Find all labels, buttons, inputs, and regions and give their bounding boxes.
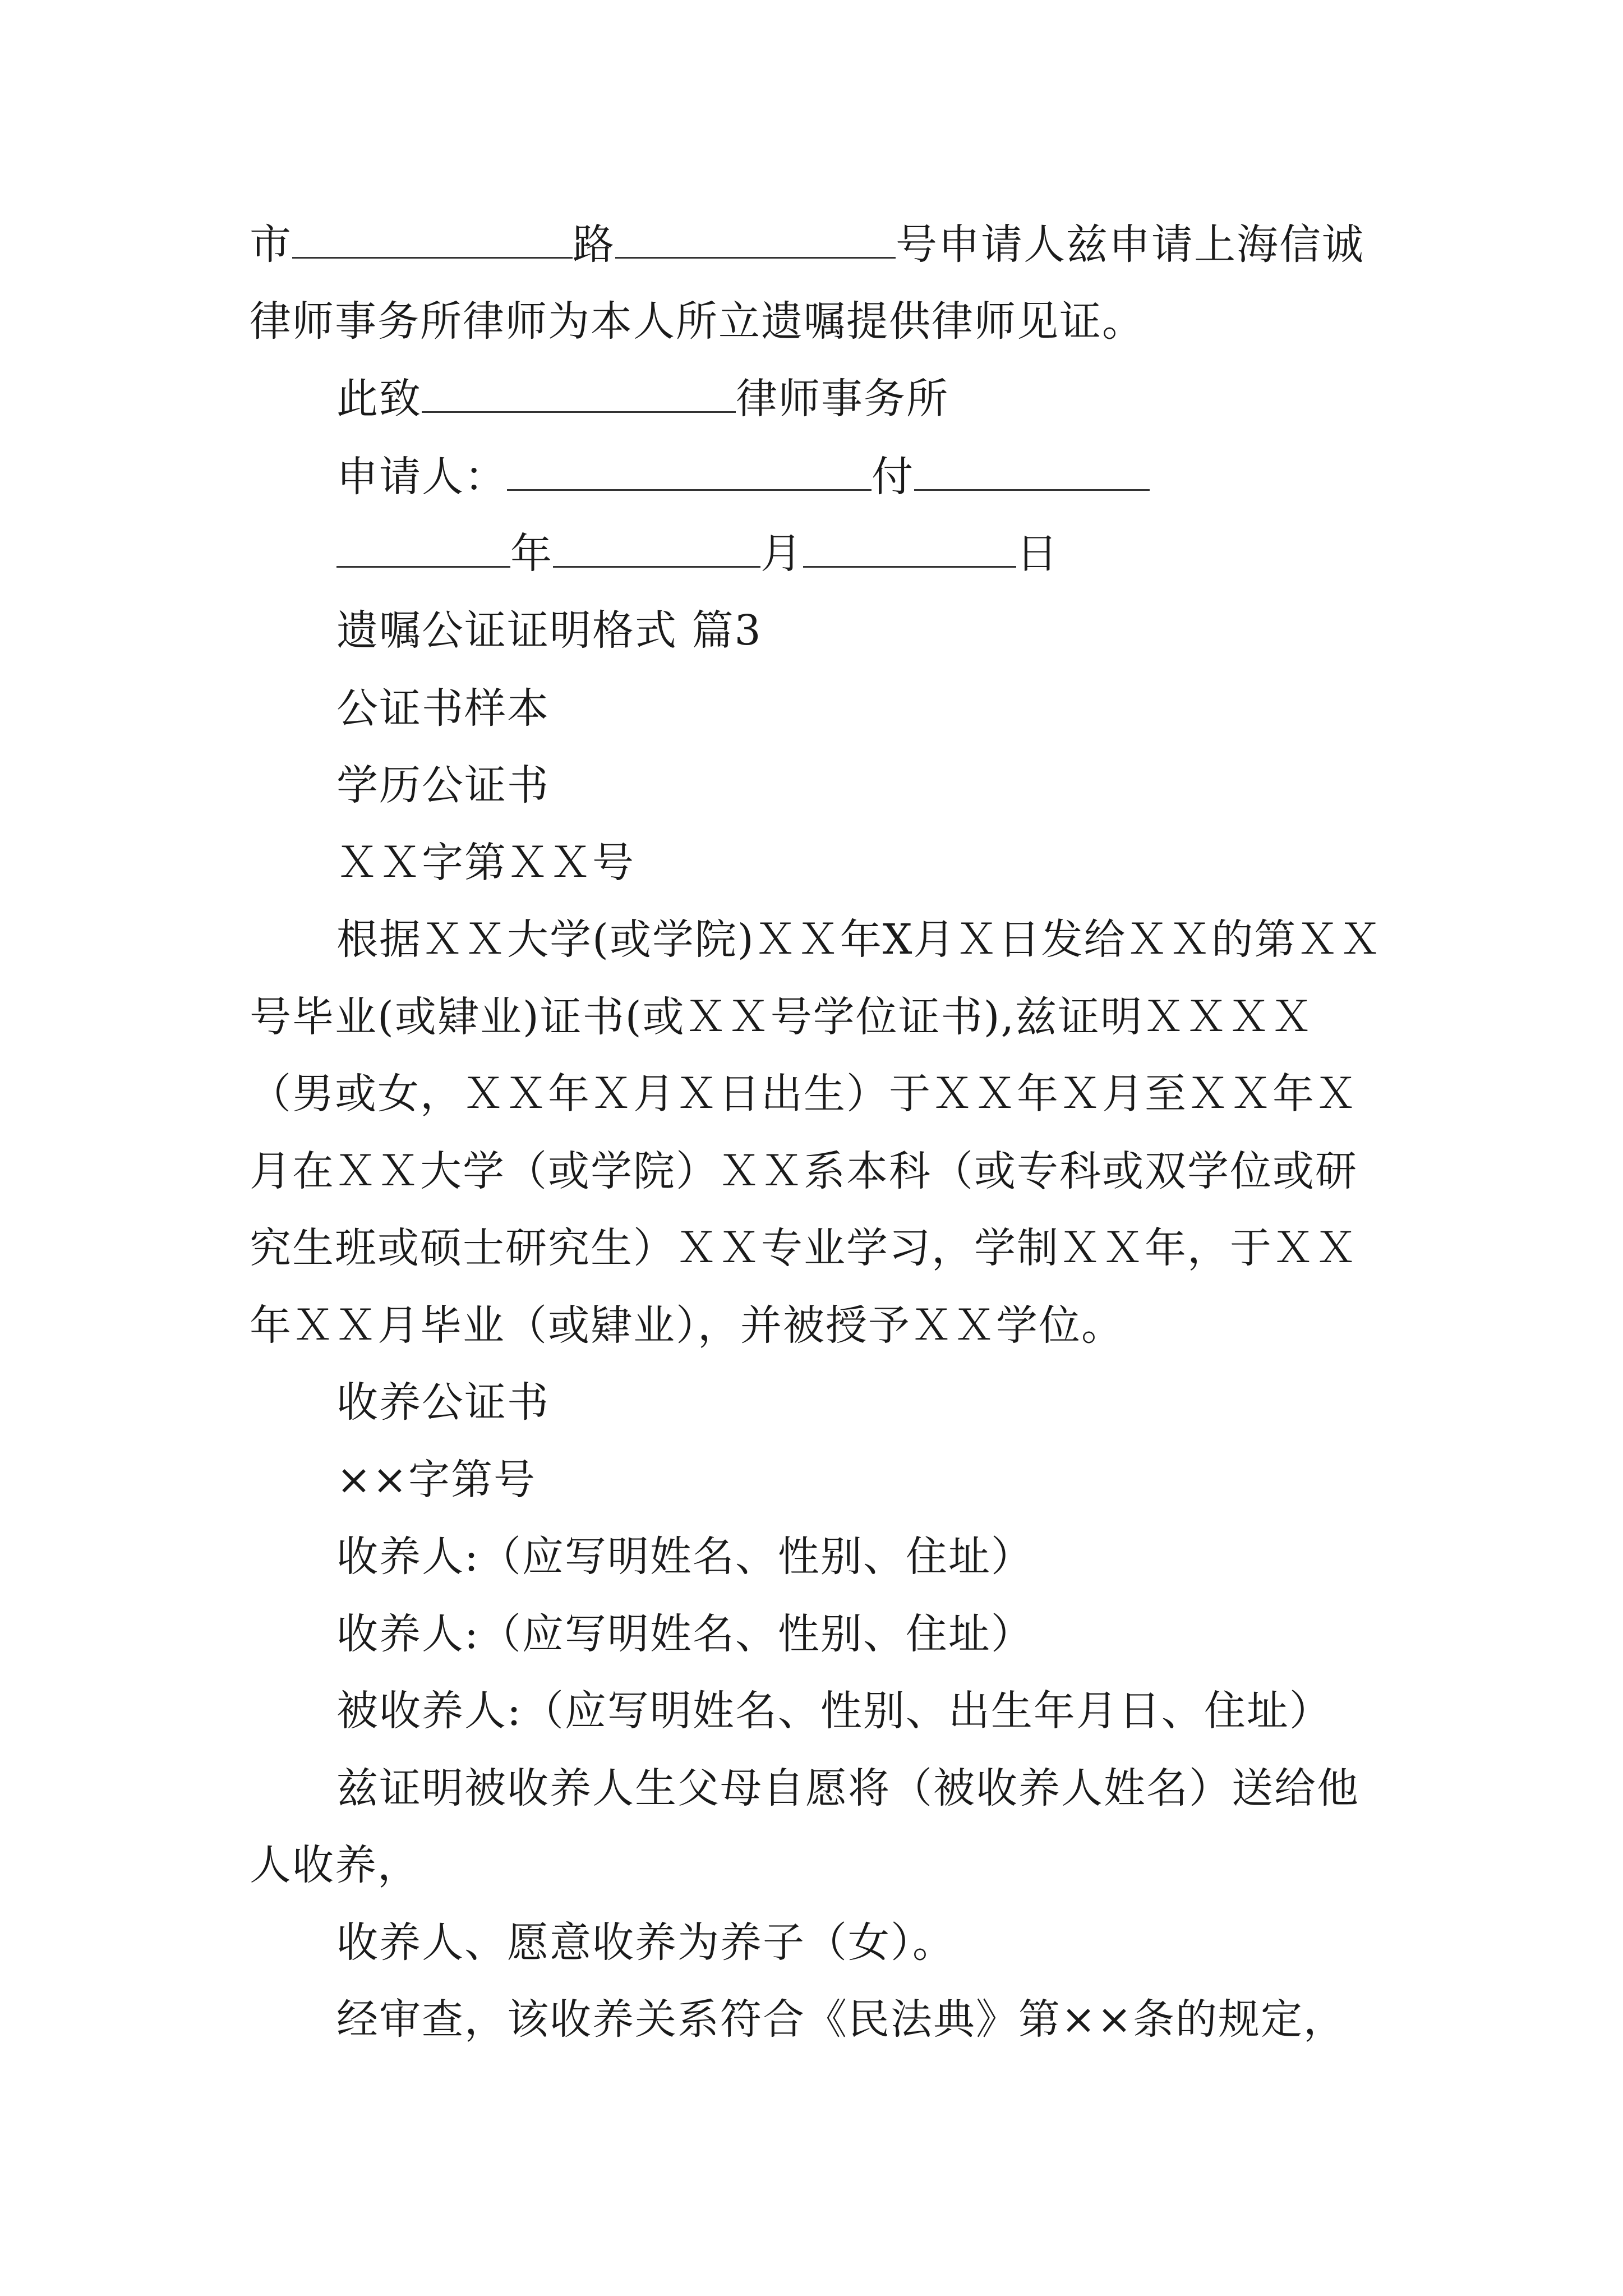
blank-city <box>292 220 573 259</box>
text-law-firm: 律师事务所 <box>736 375 949 423</box>
text-line-19: 收养人:（应写明姓名、性别、住址） <box>336 1610 1034 1658</box>
text-line-14: 究生班或硕士研究生）ＸＸ专业学习，学制ＸＸ年，于ＸＸ <box>250 1224 1358 1272</box>
blank-month <box>553 529 760 568</box>
text-line-23: 收养人、愿意收养为养子（女）。 <box>336 1918 955 1967</box>
text-line-9: ＸＸ字第ＸＸ号 <box>336 839 635 887</box>
blank-law-firm <box>422 374 736 413</box>
blank-year <box>336 529 510 568</box>
text-city: 市 <box>250 220 292 269</box>
text-line-22: 人收养， <box>250 1841 420 1889</box>
text-line-1-rest: 号申请人兹申请上海信诚 <box>896 220 1364 269</box>
blank-pay <box>914 452 1150 491</box>
text-line-4 <box>336 449 1486 505</box>
section-heading: 遗嘱公证证明格式 篇3 <box>336 606 762 655</box>
text-line-12: （男或女，ＸＸ年Ｘ月Ｘ日出生）于ＸＸ年Ｘ月至ＸＸ年Ｘ <box>250 1070 1358 1118</box>
text-line-2: 律师事务所律师为本人所立遗嘱提供律师见证。 <box>250 297 1145 346</box>
text-line-8: 学历公证书 <box>336 761 550 809</box>
text-month: 月 <box>760 530 803 578</box>
text-line-1 <box>250 217 1399 273</box>
blank-applicant <box>507 452 872 491</box>
text-line-3 <box>336 371 1486 427</box>
text-line-20: 被收养人:（应写明姓名、性别、出生年月日、住址） <box>336 1687 1332 1735</box>
text-line-16: 收养公证书 <box>336 1378 550 1427</box>
text-applicant: 申请人： <box>336 453 507 501</box>
text-line-5 <box>336 526 1486 582</box>
text-salutation: 此致 <box>336 375 422 423</box>
blank-day <box>803 529 1016 568</box>
blank-road <box>615 220 896 259</box>
text-line-24: 经审查，该收养关系符合《民法典》第××条的规定， <box>336 1995 1347 2044</box>
text-line-17: ××字第号 <box>336 1456 537 1504</box>
text-line-21: 兹证明被收养人生父母自愿将（被收养人姓名）送给他 <box>336 1764 1359 1812</box>
text-line-11: 号毕业(或肄业)证书(或ＸＸ号学位证书),兹证明ＸＸＸＸ <box>250 993 1314 1041</box>
text-line-15: 年ＸＸ月毕业（或肄业），并被授予ＸＸ学位。 <box>250 1301 1124 1350</box>
text-year: 年 <box>510 530 553 578</box>
text-road: 路 <box>573 220 615 269</box>
text-day: 日 <box>1016 530 1059 578</box>
text-line-10: 根据ＸＸ大学(或学院)ＸＸ年X月Ｘ日发给ＸＸ的第ＸＸ <box>336 915 1382 964</box>
text-pay: 付 <box>872 453 914 501</box>
text-line-13: 月在ＸＸ大学（或学院）ＸＸ系本科（或专科或双学位或研 <box>250 1147 1358 1195</box>
text-line-18: 收养人:（应写明姓名、性别、住址） <box>336 1533 1034 1581</box>
text-line-7: 公证书样本 <box>336 684 550 733</box>
